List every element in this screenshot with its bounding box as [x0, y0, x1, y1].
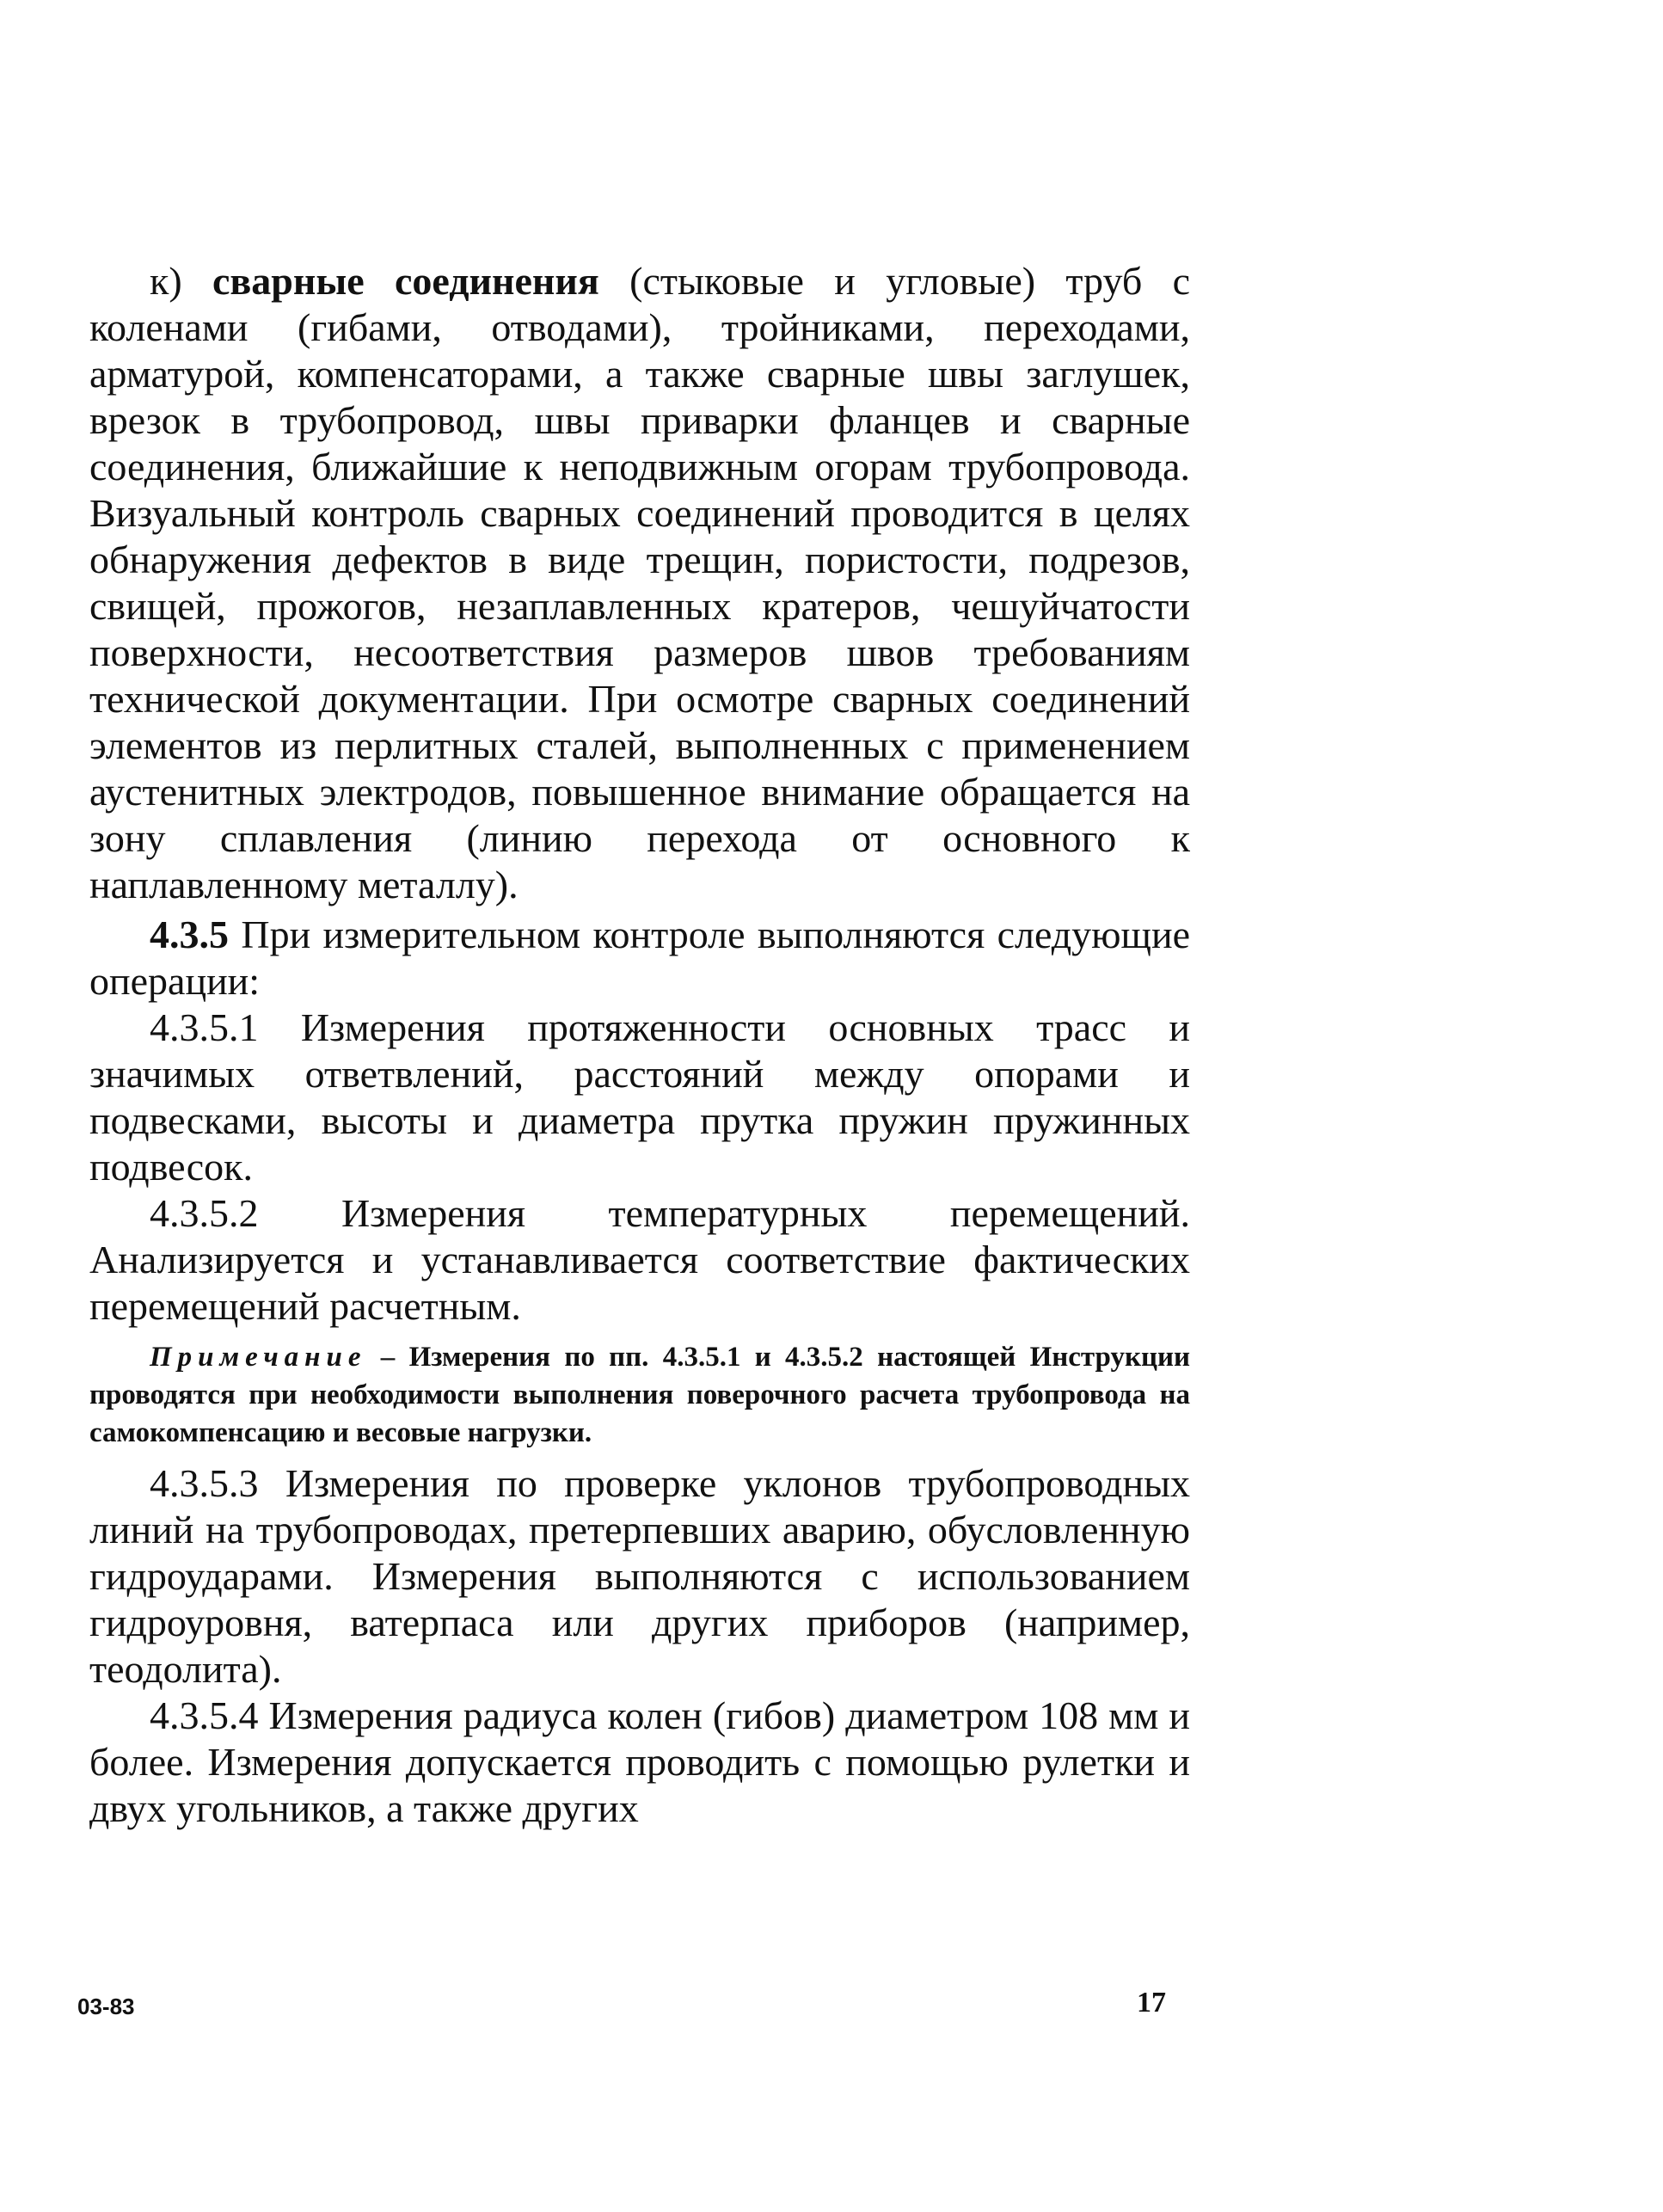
section-4-3-5 [89, 912, 1190, 1005]
section-4-3-5-1: 4.3.5.1 Измерения протяженности основных трасс и значимых ответвлений, расстояний между опорами и подвесками, высоты и диаметра прутка пружин пружинных подвесок. [89, 1005, 1190, 1189]
note-text: – Измерения по пп. 4.3.5.1 и 4.3.5.2 настоящей Инструкции проводятся при необходимости выполнения поверочного расчета трубопровода на самокомпенсацию и весовые нагрузки. [89, 1342, 1190, 1448]
section-4-3-5-text: При измерительном контроле выполняются следующие операции: [89, 912, 1190, 1003]
paragraph-k-text: (стыковые и угловые) труб с коленами (гибами, отводами), тройниками, переходами, арматурой, компенсаторами, а также сварные швы заглушек, врезок в трубопровод, швы приварки фланцев и сварные соединения, ближайшие к неподвижным огорам трубопровода. Визуальный контроль сварных соединений проводится в целях обнаружения дефектов в виде трещин, пористости, подрезов, свищей, прожогов, незаплавленных кратеров, чешуйчатости поверхности, несоответствия размеров швов требованиям технической документации. При осмотре сварных соединений элементов из перлитных сталей, выполненных с применением аустенитных электродов, повышенное внимание обращается на зону сплавления (линию перехода от основного к наплавленному металлу). [89, 259, 1190, 906]
footer-code: 03-83 [77, 1994, 135, 2019]
paragraph-k [89, 258, 1190, 908]
section-4-3-5-2: 4.3.5.2 Измерения температурных перемещений. Анализируется и устанавливается соответствие фактических перемещений расчетным. [89, 1191, 1190, 1328]
page-number: 17 [1137, 1987, 1166, 2018]
paragraph-k-prefix: к) [150, 259, 212, 303]
page-body [89, 258, 1190, 1832]
section-4-3-5-4: 4.3.5.4 Измерения радиуса колен (гибов) диаметром 108 мм и более. Измерения допускается проводить с помощью рулетки и двух угольников, а также других [89, 1693, 1190, 1830]
note [89, 1338, 1190, 1452]
note-label: Примечание [150, 1342, 367, 1373]
section-4-3-5-3: 4.3.5.3 Измерения по проверке уклонов трубопроводных линий на трубопроводах, претерпевших аварию, обусловленную гидроударами. Измерения выполняются с использованием гидроуровня, ватерпаса или других приборов (например, теодолита). [89, 1461, 1190, 1691]
paragraph-k-bold-term: сварные соединения [212, 259, 599, 303]
section-4-3-5-number: 4.3.5 [150, 912, 229, 956]
